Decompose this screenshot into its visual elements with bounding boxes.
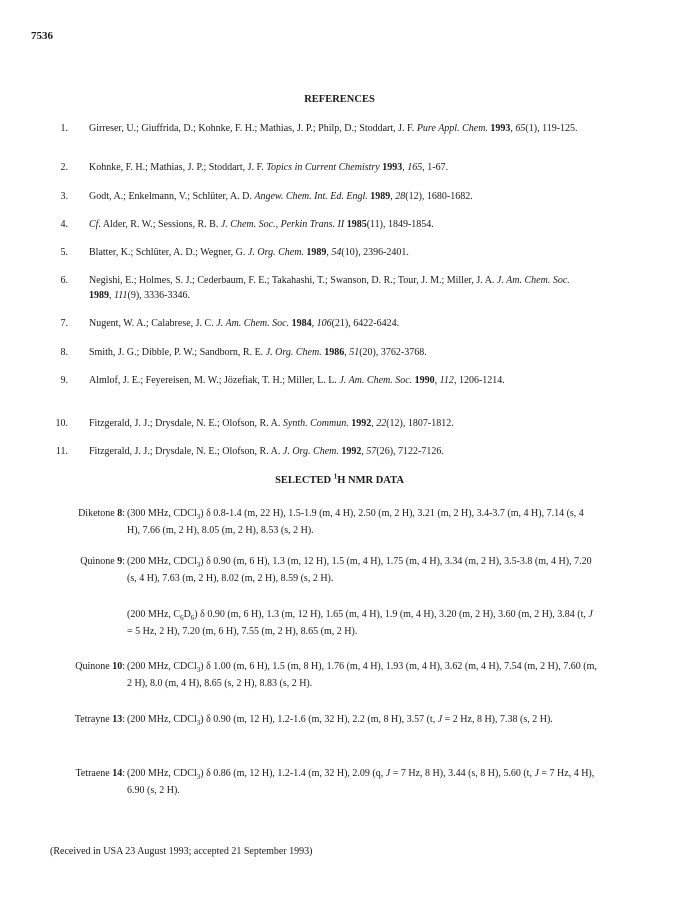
nmr-compound-label: Tetraene 14: <box>75 768 125 779</box>
nmr-compound-label: Diketone 8: <box>78 508 125 519</box>
reference-text: Cf. Alder, R. W.; Sessions, R. B. J. Chem. Soc., Perkin Trans. II 1985(11), 1849-1854. <box>89 219 434 230</box>
reference-number: 2. <box>60 162 68 173</box>
nmr-data-text: (200 MHz, CDCl$_3$) δ 0.90 (m, 6 H), 1.3 (m, 12 H), 1.5 (m, 4 H), 1.75 (m, 4 H), 3.34 (m, 2 H), 3.5-3.8 (m, 4 H), 7.20 (s, 4 H), 7.63 (m, 2 H), 8.02 (m, 2 H), 8.59 (s, 2 H). <box>127 556 592 584</box>
reference-text: Fitzgerald, J. J.; Drysdale, N. E.; Olofson, R. A. Synth. Commun. 1992, 22(12), 1807-1812. <box>89 418 454 429</box>
nmr-compound-label: Tetrayne 13: <box>74 714 125 725</box>
reference-number: 5. <box>60 247 68 258</box>
reference-number: 10. <box>55 418 68 429</box>
reference-text: Negishi, E.; Holmes, S. J.; Cederbaum, F. E.; Takahashi, T.; Swanson, D. R.; Tour, J. M.; Miller, J. A. J. Am. Chem. Soc. 1989, 111(9), 3336-3346. <box>89 275 570 301</box>
nmr-data-text: (300 MHz, CDCl$_3$) δ 0.8-1.4 (m, 22 H), 1.5-1.9 (m, 4 H), 2.50 (m, 2 H), 3.21 (m, 2 H), 3.4-3.7 (m, 4 H), 7.14 (s, 4 H), 7.66 (m, 2 H), 8.05 (m, 2 H), 8.53 (s, 2 H). <box>127 508 584 536</box>
reference-text: Blatter, K.; Schlüter, A. D.; Wegner, G. J. Org. Chem. 1989, 54(10), 2396-2401. <box>89 247 409 258</box>
reference-number: 11. <box>55 446 68 457</box>
nmr-compound-label: Quinone 10: <box>75 661 125 672</box>
reference-number: 3. <box>60 191 68 202</box>
references-heading: REFERENCES <box>304 94 375 105</box>
page-number: 7536 <box>31 30 53 42</box>
nmr-data-text: (200 MHz, CDCl$_3$) δ 0.90 (m, 12 H), 1.2-1.6 (m, 32 H), 2.2 (m, 8 H), 3.57 (t, J = 2 Hz, 8 H), 7.38 (s, 2 H). <box>127 714 553 727</box>
reference-text: Girreser, U.; Giuffrida, D.; Kohnke, F. H.; Mathias, J. P.; Philp, D.; Stoddart, J. F. Pure Appl. Chem. 1993, 65(1), 119-125. <box>89 123 578 134</box>
reference-number: 1. <box>60 123 68 134</box>
reference-number: 9. <box>60 375 68 386</box>
reference-number: 8. <box>60 347 68 358</box>
reference-text: Nugent, W. A.; Calabrese, J. C. J. Am. Chem. Soc. 1984, 106(21), 6422-6424. <box>89 318 400 329</box>
reference-number: 6. <box>60 275 68 286</box>
nmr-compound-label: Quinone 9: <box>80 556 125 567</box>
nmr-data-text: (200 MHz, CDCl$_3$) δ 1.00 (m, 6 H), 1.5 (m, 8 H), 1.76 (m, 4 H), 1.93 (m, 4 H), 3.62 (m, 4 H), 7.54 (m, 2 H), 7.60 (m, 2 H), 8.0 (m, 4 H), 8.65 (s, 2 H), 8.83 (s, 2 H). <box>127 661 597 689</box>
reference-text: Fitzgerald, J. J.; Drysdale, N. E.; Olofson, R. A. J. Org. Chem. 1992, 57(26), 7122-7126. <box>89 446 444 457</box>
reference-text: Kohnke, F. H.; Mathias, J. P.; Stoddart, J. F. Topics in Current Chemistry 1993, 165, 1-67. <box>89 162 449 173</box>
nmr-heading: SELECTED $^1$H NMR DATA <box>275 472 404 486</box>
reference-text: Almlof, J. E.; Feyereisen, M. W.; Jözefiak, T. H.; Miller, L. L. J. Am. Chem. Soc. 1990, 112, 1206-1214. <box>89 375 505 386</box>
reference-text: Smith, J. G.; Dibble, P. W.; Sandborn, R. E. J. Org. Chem. 1986, 51(20), 3762-3768. <box>89 347 427 358</box>
reference-number: 4. <box>60 219 68 230</box>
reference-text: Godt, A.; Enkelmann, V.; Schlüter, A. D. Angew. Chem. Int. Ed. Engl. 1989, 28(12), 1680-1682. <box>89 191 473 202</box>
received-note: (Received in USA 23 August 1993; accepted 21 September 1993) <box>50 846 313 857</box>
reference-number: 7. <box>60 318 68 329</box>
nmr-data-text: (200 MHz, $C_6D_6$) δ 0.90 (m, 6 H), 1.3 (m, 12 H), 1.65 (m, 4 H), 1.9 (m, 4 H), 3.20 (m, 2 H), 3.60 (m, 2 H), 3.84 (t, J = 5 Hz, 2 H), 7.20 (m, 6 H), 7.55 (m, 2 H), 8.65 (m, 2 H). <box>127 609 593 637</box>
nmr-data-text: (200 MHz, CDCl$_3$) δ 0.86 (m, 12 H), 1.2-1.4 (m, 32 H), 2.09 (q, J = 7 Hz, 8 H), 3.44 (s, 8 H), 5.60 (t, J = 7 Hz, 4 H), 6.90 (s, 2 H). <box>127 768 595 796</box>
